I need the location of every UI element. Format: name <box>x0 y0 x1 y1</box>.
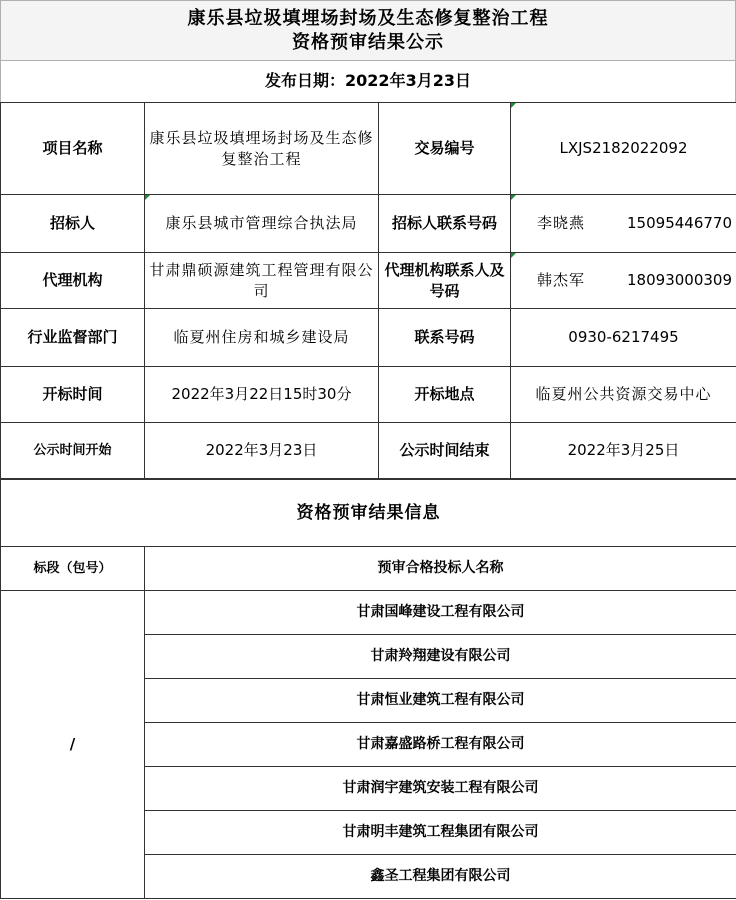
notice-end-value: 2022年3月25日 <box>511 423 736 479</box>
row-open <box>1 367 736 423</box>
results-section-title: 资格预审结果信息 <box>1 480 736 547</box>
contact-no-label: 联系号码 <box>379 309 511 367</box>
notice-end-label: 公示时间结束 <box>379 423 511 479</box>
lot-value: / <box>1 591 145 899</box>
trade-no-text: LXJS2182022092 <box>559 139 688 157</box>
title-block <box>0 0 736 60</box>
tenderer-contact-label: 招标人联系号码 <box>379 195 511 253</box>
publish-date: 发布日期：2022年3月23日 <box>0 60 736 102</box>
bidder-name: 甘肃嘉盛路桥工程有限公司 <box>145 723 736 767</box>
tenderer-value <box>145 195 379 253</box>
row-supervisor <box>1 309 736 367</box>
project-name-value: 康乐县垃圾填埋场封场及生态修复整治工程 <box>145 103 379 195</box>
agency-contact-label: 代理机构联系人及号码 <box>379 253 511 309</box>
agency-contact <box>515 270 732 291</box>
bidder-name: 甘肃明丰建筑工程集团有限公司 <box>145 811 736 855</box>
open-place-value: 临夏州公共资源交易中心 <box>511 367 736 423</box>
trade-no-value <box>511 103 736 195</box>
row-agency <box>1 253 736 309</box>
supervisor-label: 行业监督部门 <box>1 309 145 367</box>
bidder-name: 甘肃恒业建筑工程有限公司 <box>145 679 736 723</box>
row-notice <box>1 423 736 479</box>
info-table <box>0 102 736 479</box>
page-subtitle: 资格预审结果公示 <box>292 32 444 53</box>
tenderer-contact-phone: 15095446770 <box>627 214 732 232</box>
agency-contact-value <box>511 253 736 309</box>
agency-contact-phone: 18093000309 <box>627 271 732 289</box>
open-place-label: 开标地点 <box>379 367 511 423</box>
tenderer-contact <box>515 213 732 234</box>
agency-label: 代理机构 <box>1 253 145 309</box>
bidder-name: 甘肃国峰建设工程有限公司 <box>145 591 736 635</box>
tenderer-contact-name: 李晓燕 <box>537 214 586 232</box>
bidder-name: 甘肃羚翔建设有限公司 <box>145 635 736 679</box>
trade-no-label: 交易编号 <box>379 103 511 195</box>
row-tenderer <box>1 195 736 253</box>
bidder-name: 甘肃润宇建筑安装工程有限公司 <box>145 767 736 811</box>
contact-no-value: 0930-6217495 <box>511 309 736 367</box>
agency-value: 甘肃鼎硕源建筑工程管理有限公司 <box>145 253 379 309</box>
results-section-row <box>1 480 736 547</box>
tenderer-label: 招标人 <box>1 195 145 253</box>
lot-column-header: 标段（包号） <box>1 547 145 591</box>
notice-start-label: 公示时间开始 <box>1 423 145 479</box>
table-row <box>1 591 736 635</box>
tenderer-contact-value <box>511 195 736 253</box>
supervisor-value: 临夏州住房和城乡建设局 <box>145 309 379 367</box>
tenderer-text: 康乐县城市管理综合执法局 <box>165 214 358 232</box>
open-time-value: 2022年3月22日15时30分 <box>145 367 379 423</box>
results-table <box>0 479 736 899</box>
results-header-row <box>1 547 736 591</box>
bidders-column-header: 预审合格投标人名称 <box>145 547 736 591</box>
bidder-name: 鑫圣工程集团有限公司 <box>145 855 736 899</box>
project-name-label: 项目名称 <box>1 103 145 195</box>
notice-start-value: 2022年3月23日 <box>145 423 379 479</box>
agency-contact-name: 韩杰军 <box>537 271 586 289</box>
page-title: 康乐县垃圾填埋场封场及生态修复整治工程 <box>187 8 549 29</box>
row-project <box>1 103 736 195</box>
open-time-label: 开标时间 <box>1 367 145 423</box>
